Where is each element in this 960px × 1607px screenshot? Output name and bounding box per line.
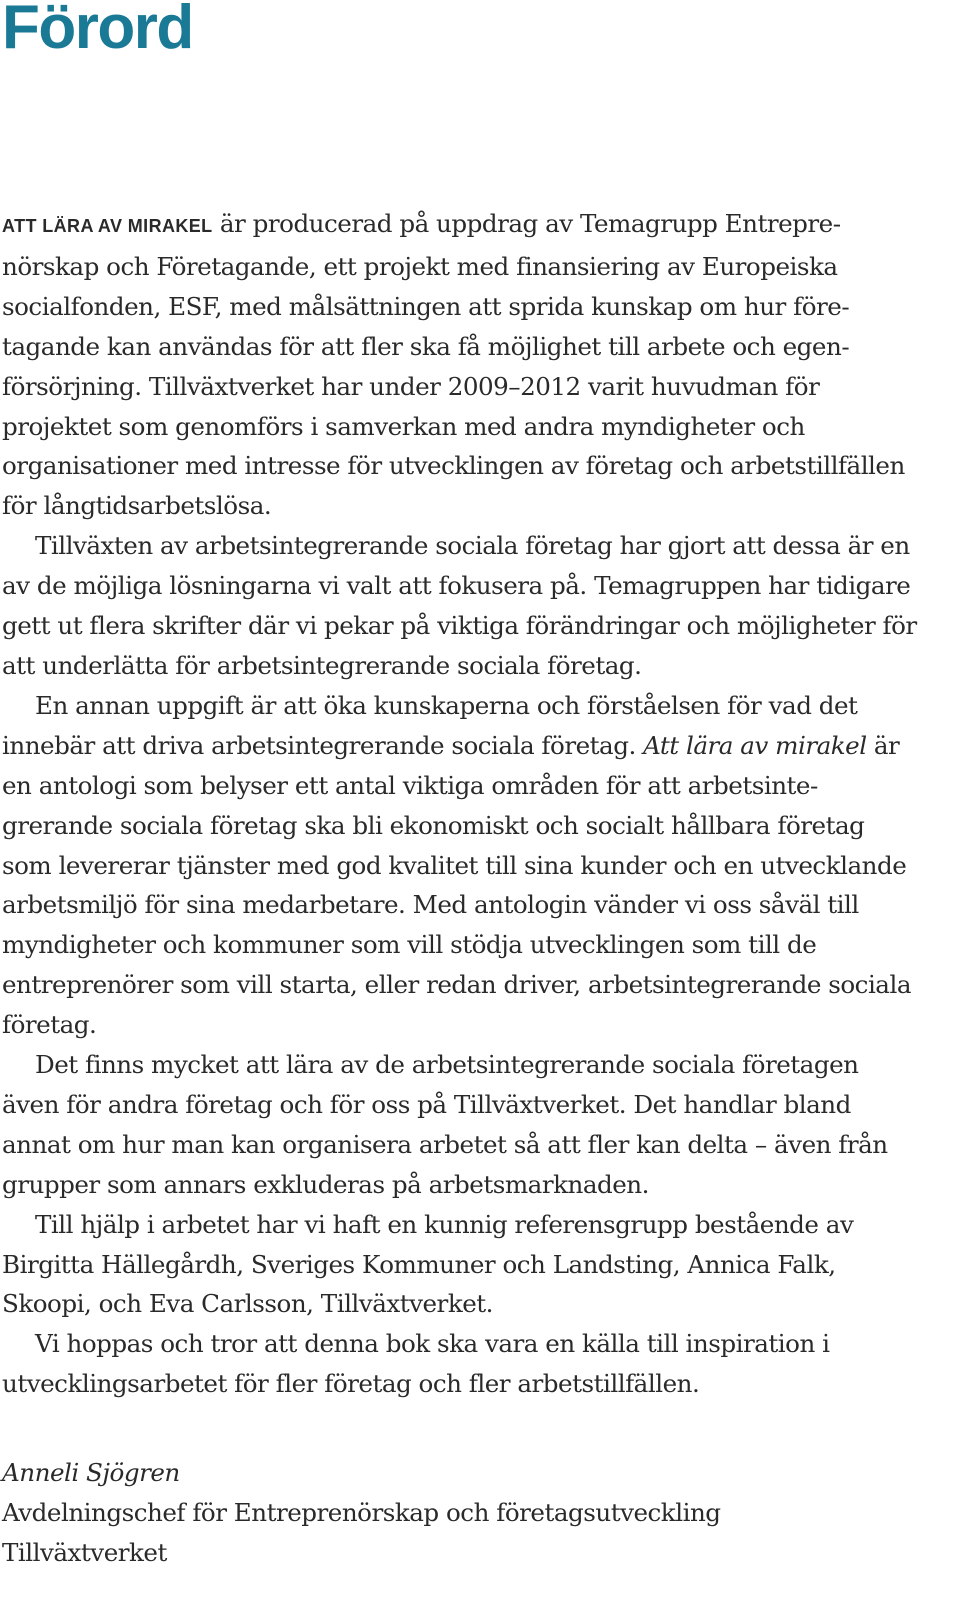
- body-text: [2, 204, 920, 1404]
- book-title-italic: Att lära av mirakel: [643, 730, 867, 760]
- signature-block: [2, 1453, 942, 1573]
- paragraph-3-text-before: En annan uppgift är att öka kunskaperna och förståelsen för vad det innebär att driva arbetsintegrerande sociala företag.: [2, 690, 858, 760]
- paragraph-5: Till hjälp i arbetet har vi haft en kunnig referensgrupp bestående av Birgitta Hällegårdh, Sveriges Kommuner och Landsting, Annica Falk, Skoopi, och Eva Carlsson, Tillväxtverket.: [2, 1209, 854, 1319]
- paragraph-1: [2, 204, 920, 526]
- book-title-lead: ATT LÄRA AV MIRAKEL: [2, 216, 213, 236]
- paragraph-2: Tillväxten av arbetsintegrerande sociala företag har gjort att dessa är en av de möjliga lösningarna vi valt att fokusera på. Temagruppen har tidigare gett ut flera skrifter där vi pekar på viktiga förändringar och möjligheter för att underlätta för arbetsintegrerande sociala företag.: [2, 531, 917, 680]
- signature-name: Anneli Sjögren: [2, 1458, 180, 1487]
- signature-role: Avdelningschef för Entreprenörskap och företagsutveckling: [2, 1498, 721, 1527]
- paragraph-6: Vi hoppas och tror att denna bok ska vara en källa till inspiration i utvecklingsarbetet för fler företag och fler arbetstillfällen.: [2, 1329, 830, 1399]
- paragraph-3-text-after: är en antologi som belyser ett antal viktiga områden för att arbetsintegrerande sociala företag ska bli ekonomiskt och socialt hållbara företag som levererar tjänster med god kvalitet till sina kunder och en utvecklande arbetsmiljö för sina medarbetare. Med antologin vänder vi oss såväl till myndigheter och kommuner som vill stödja utvecklingen som till de entreprenörer som vill starta, eller redan driver, arbetsintegrerande sociala företag.: [2, 730, 911, 1040]
- paragraph-4: Det finns mycket att lära av de arbetsintegrerande sociala företagen även för andra företag och för oss på Tillväxtverket. Det handlar bland annat om hur man kan organisera arbetet så att fler kan delta – även från grupper som annars exkluderas på arbetsmarknaden.: [2, 1050, 888, 1199]
- paragraph-3: [2, 686, 920, 1045]
- signature-organization: Tillväxtverket: [2, 1538, 167, 1567]
- page-title: Förord: [2, 0, 193, 62]
- paragraph-1-text: är producerad på uppdrag av Temagrupp Entreprenörskap och Företagande, ett projekt med finansiering av Europeiska socialfonden, ESF, med målsättningen att sprida kunskap om hur företagande kan användas för att fler ska få möjlighet till arbete och egenförsörjning. Tillväxtverket har under 2009–2012 varit huvudman för projektet som genomförs i samverkan med andra myndigheter och organisationer med intresse för utvecklingen av företag och arbetstillfällen för långtidsarbetslösa.: [2, 209, 905, 521]
